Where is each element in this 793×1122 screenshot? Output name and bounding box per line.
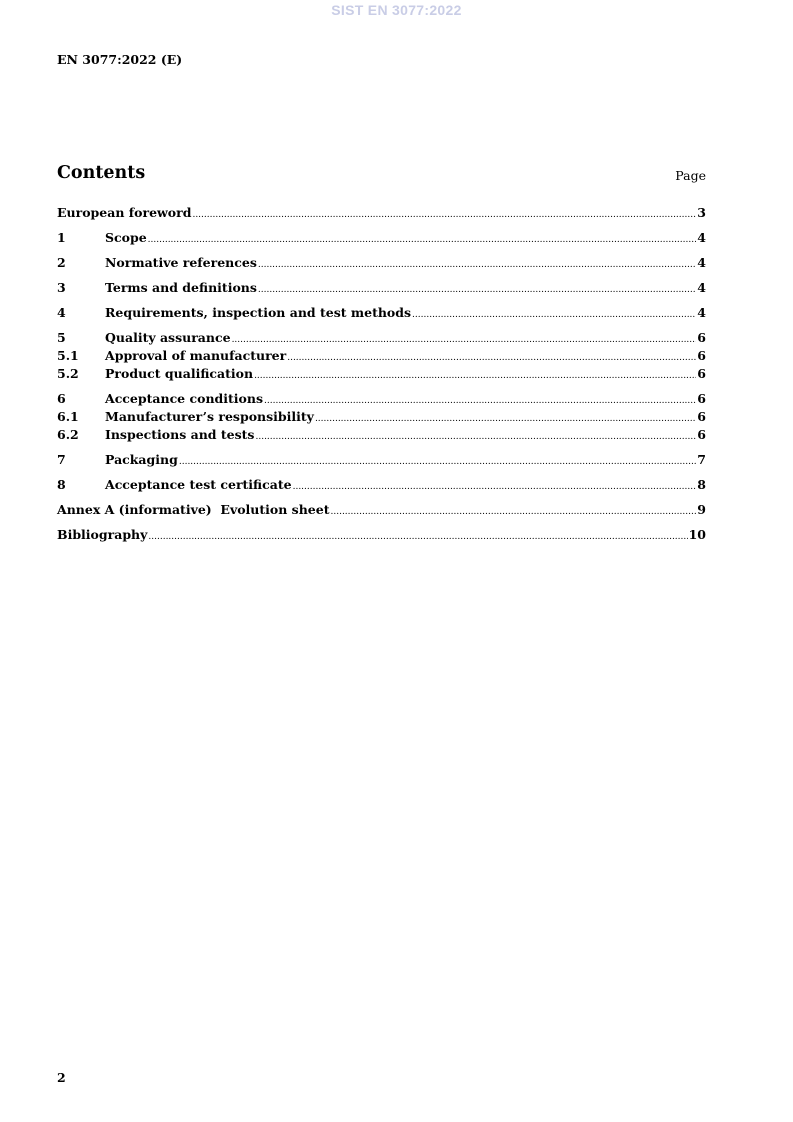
toc-entry-terms-and-definitions[interactable] — [57, 280, 706, 295]
toc-section-number: 1 — [57, 230, 66, 245]
page-column-heading: Page — [675, 168, 706, 183]
toc-page-number: 3 — [697, 205, 706, 220]
toc-page-number: 6 — [697, 391, 706, 406]
toc-page-number: 10 — [688, 527, 706, 542]
toc-page-number: 6 — [697, 348, 706, 363]
toc-entry-packaging[interactable] — [57, 452, 706, 467]
toc-section-number: 3 — [57, 280, 66, 295]
contents-heading: Contents — [57, 163, 146, 183]
toc-leader-dots — [148, 530, 687, 545]
toc-title: Annex A (informative) Evolution sheet — [57, 502, 330, 517]
toc-leader-dots — [255, 430, 696, 445]
toc-entry-quality-assurance[interactable] — [57, 330, 706, 345]
toc-title: Normative references — [105, 255, 257, 270]
toc-entry-approval-of-manufacturer[interactable] — [57, 348, 706, 363]
toc-page-number: 6 — [697, 427, 706, 442]
table-of-contents — [57, 205, 706, 542]
toc-entry-bibliography[interactable] — [57, 527, 706, 542]
toc-page-number: 4 — [697, 230, 706, 245]
toc-section-number: 6.1 — [57, 409, 79, 424]
toc-entry-acceptance-conditions[interactable] — [57, 391, 706, 406]
toc-page-number: 9 — [697, 502, 706, 517]
toc-title: Packaging — [105, 452, 178, 467]
toc-leader-dots — [148, 233, 697, 248]
toc-entry-inspections-and-tests[interactable] — [57, 427, 706, 442]
toc-entry-product-qualification[interactable] — [57, 366, 706, 381]
toc-entry-manufacturers-responsibility[interactable] — [57, 409, 706, 424]
toc-leader-dots — [192, 208, 696, 223]
toc-title: Product qualification — [105, 366, 254, 381]
toc-entry-foreword[interactable] — [57, 205, 706, 220]
toc-leader-dots — [293, 480, 697, 495]
toc-title: Terms and definitions — [105, 280, 257, 295]
toc-leader-dots — [232, 333, 697, 348]
toc-section-number: 6.2 — [57, 427, 79, 442]
toc-leader-dots — [412, 308, 696, 323]
toc-entry-acceptance-test-certificate[interactable] — [57, 477, 706, 492]
toc-leader-dots — [264, 394, 696, 409]
toc-entry-normative-references[interactable] — [57, 255, 706, 270]
toc-leader-dots — [254, 369, 696, 384]
toc-title: Manufacturer’s responsibility — [105, 409, 314, 424]
toc-title: European foreword — [57, 205, 192, 220]
toc-section-number: 6 — [57, 391, 66, 406]
toc-section-number: 5.1 — [57, 348, 79, 363]
toc-section-number: 5 — [57, 330, 66, 345]
toc-leader-dots — [258, 258, 696, 273]
toc-entry-requirements[interactable] — [57, 305, 706, 320]
toc-title: Inspections and tests — [105, 427, 255, 442]
toc-leader-dots — [331, 505, 697, 520]
toc-leader-dots — [287, 351, 696, 366]
toc-title: Bibliography — [57, 527, 148, 542]
toc-page-number: 6 — [697, 330, 706, 345]
toc-leader-dots — [258, 283, 696, 298]
toc-section-number: 8 — [57, 477, 66, 492]
toc-page-number: 4 — [697, 255, 706, 270]
watermark: SIST EN 3077:2022 — [331, 2, 462, 18]
toc-page-number: 8 — [697, 477, 706, 492]
toc-title: Approval of manufacturer — [105, 348, 287, 363]
toc-section-number: 2 — [57, 255, 66, 270]
toc-section-number: 4 — [57, 305, 66, 320]
toc-entry-annex-a[interactable] — [57, 502, 706, 517]
toc-page-number: 6 — [697, 366, 706, 381]
toc-page-number: 7 — [697, 452, 706, 467]
toc-page-number: 4 — [697, 280, 706, 295]
toc-page-number: 6 — [697, 409, 706, 424]
toc-title: Quality assurance — [105, 330, 231, 345]
toc-leader-dots — [179, 455, 696, 470]
page-number: 2 — [57, 1070, 66, 1085]
toc-leader-dots — [315, 412, 696, 427]
toc-entry-scope[interactable] — [57, 230, 706, 245]
toc-title: Scope — [105, 230, 147, 245]
toc-section-number: 7 — [57, 452, 66, 467]
toc-title: Acceptance conditions — [105, 391, 264, 406]
document-id: EN 3077:2022 (E) — [57, 52, 183, 67]
toc-page-number: 4 — [697, 305, 706, 320]
toc-title: Acceptance test certificate — [105, 477, 292, 492]
toc-title: Requirements, inspection and test methods — [105, 305, 412, 320]
toc-section-number: 5.2 — [57, 366, 79, 381]
